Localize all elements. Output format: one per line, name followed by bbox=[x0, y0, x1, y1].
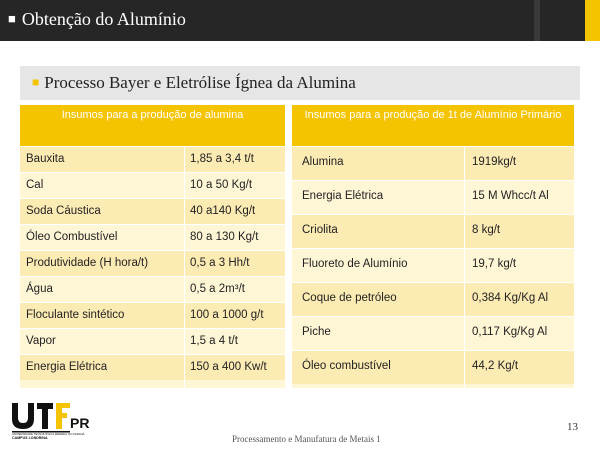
table-row bbox=[292, 180, 574, 214]
logo-university-name: UNIVERSIDADE TECNOLÓGICA FEDERAL DO PARANÁ bbox=[12, 432, 85, 436]
square-bullet-icon: ■ bbox=[8, 11, 16, 26]
table-row bbox=[292, 316, 574, 350]
input-quantity-cell: 0,5 a 2m³/t bbox=[190, 283, 245, 295]
input-quantity-cell: 100 a 1000 g/t bbox=[190, 309, 264, 321]
table-header-label: Insumos para a produção de 1t de Alumínio Primário bbox=[304, 109, 562, 121]
input-name-cell: Energia Elétrica bbox=[302, 190, 384, 202]
input-quantity-cell: 150 a 400 Kw/t bbox=[190, 361, 267, 373]
input-quantity-cell: 8 kg/t bbox=[472, 224, 501, 236]
table-row bbox=[20, 250, 285, 276]
slide-subtitle bbox=[32, 73, 356, 93]
square-bullet-icon: ■ bbox=[32, 75, 40, 89]
table-row bbox=[292, 248, 574, 282]
input-quantity-cell: 0,384 Kg/Kg Al bbox=[472, 292, 549, 304]
input-name-cell: Criolita bbox=[302, 224, 338, 236]
input-name-cell: Óleo Combustível bbox=[26, 231, 118, 243]
column-divider bbox=[464, 146, 465, 388]
footer-course-name: Processamento e Manufatura de Metais 1 bbox=[232, 434, 381, 444]
input-quantity-cell: 19,7 kg/t bbox=[472, 258, 517, 270]
table-header bbox=[292, 105, 574, 146]
table-row bbox=[292, 146, 574, 180]
input-name-cell: Vapor bbox=[26, 335, 56, 347]
column-divider bbox=[184, 146, 185, 388]
table-row bbox=[20, 354, 285, 380]
title-bar-stripe bbox=[534, 0, 540, 41]
slide-subtitle-label: Processo Bayer e Eletrólise Ígnea da Alumina bbox=[44, 73, 356, 92]
table-row bbox=[292, 282, 574, 316]
slide-title-label: Obtenção do Alumínio bbox=[21, 9, 186, 29]
input-name-cell: Floculante sintético bbox=[26, 309, 125, 321]
input-quantity-cell: 0,117 Kg/Kg Al bbox=[472, 326, 548, 338]
input-quantity-cell: 1,85 a 3,4 t/t bbox=[190, 153, 254, 165]
svg-text:PR: PR bbox=[70, 415, 90, 431]
input-name-cell: Água bbox=[26, 283, 53, 295]
input-name-cell: Alumina bbox=[302, 156, 344, 168]
table-row bbox=[20, 276, 285, 302]
table-row bbox=[292, 214, 574, 248]
input-name-cell: Fluoreto de Alumínio bbox=[302, 258, 408, 270]
input-quantity-cell: 15 M Whcc/t Al bbox=[472, 190, 549, 202]
input-quantity-cell: 40 a140 Kg/t bbox=[190, 205, 256, 217]
input-quantity-cell: 1,5 a 4 t/t bbox=[190, 335, 238, 347]
input-name-cell: Cal bbox=[26, 179, 44, 191]
input-name-cell: Bauxita bbox=[26, 153, 65, 165]
title-bar-accent bbox=[585, 0, 600, 41]
alumina-inputs-table bbox=[20, 105, 285, 388]
table-row bbox=[20, 172, 285, 198]
table-row bbox=[292, 350, 574, 384]
input-quantity-cell: 44,2 Kg/t bbox=[472, 360, 519, 372]
table-row bbox=[20, 302, 285, 328]
table-row bbox=[20, 198, 285, 224]
input-quantity-cell: 0,5 a 3 Hh/t bbox=[190, 257, 250, 269]
input-name-cell: Piche bbox=[302, 326, 331, 338]
table-row bbox=[20, 224, 285, 250]
input-name-cell: Produtividade (H hora/t) bbox=[26, 257, 149, 269]
input-name-cell: Óleo combustível bbox=[302, 360, 391, 372]
logo-campus-name: CAMPUS LONDRINA bbox=[12, 436, 48, 440]
slide-title bbox=[8, 9, 186, 30]
input-name-cell: Coque de petróleo bbox=[302, 292, 397, 304]
table-row bbox=[20, 146, 285, 172]
input-quantity-cell: 1919kg/t bbox=[472, 156, 517, 168]
table-header-label: Insumos para a produção de alumina bbox=[61, 109, 244, 121]
input-quantity-cell: 80 a 130 Kg/t bbox=[190, 231, 259, 243]
table-header bbox=[20, 105, 285, 146]
input-name-cell: Soda Cáustica bbox=[26, 205, 101, 217]
input-name-cell: Energia Elétrica bbox=[26, 361, 108, 373]
page-number: 13 bbox=[567, 421, 578, 433]
table-row bbox=[20, 328, 285, 354]
aluminium-inputs-table bbox=[292, 105, 574, 388]
utfpr-logo bbox=[10, 401, 92, 440]
input-quantity-cell: 10 a 50 Kg/t bbox=[190, 179, 253, 191]
